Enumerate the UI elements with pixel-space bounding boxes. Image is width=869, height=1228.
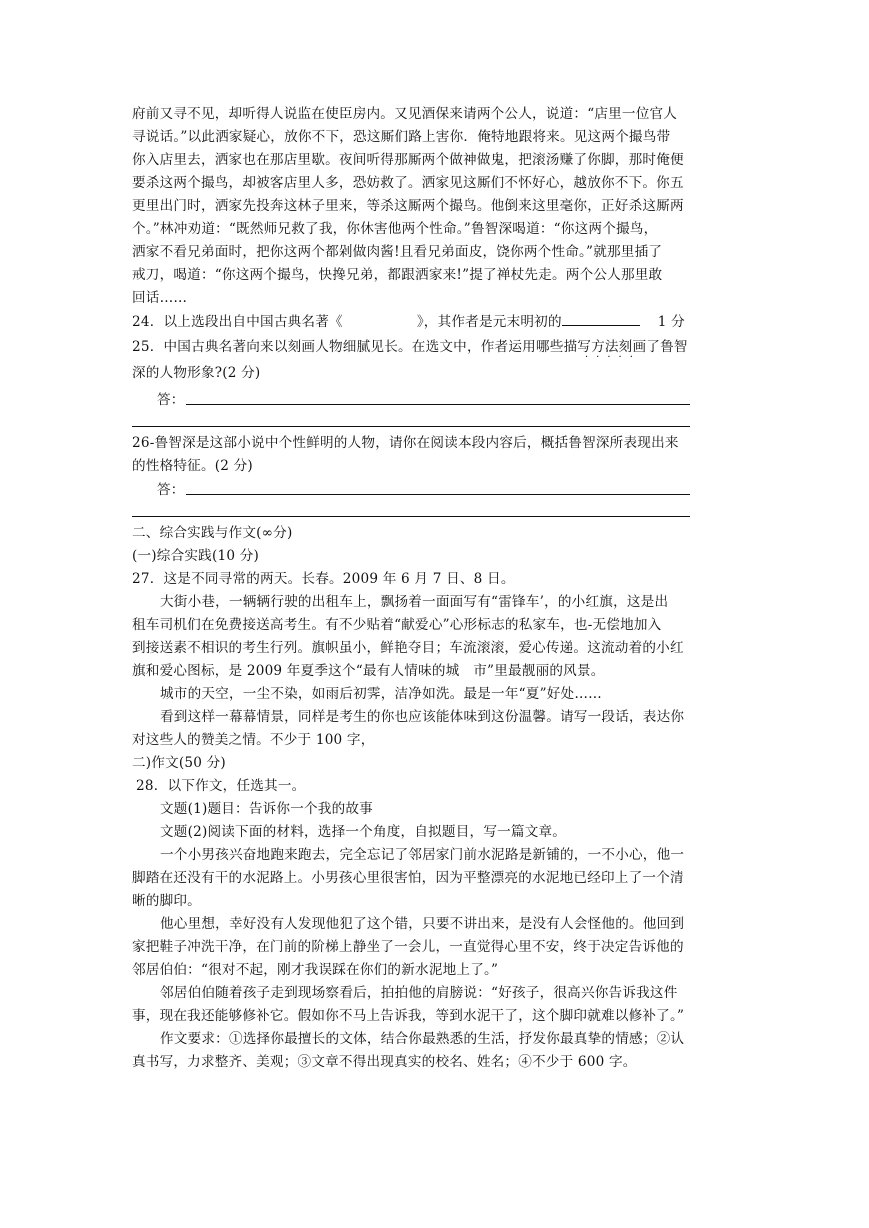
answer-label: 答： <box>157 392 185 408</box>
subsection-heading: (一)综合实践(10 分) <box>132 548 259 564</box>
q27-paragraph-line: 城市的天空，一尘不染，如雨后初霁，洁净如洗。最是一年“夏”好处…… <box>160 686 602 702</box>
material-line: 邻居伯伯：“很对不起，刚才我误踩在你们的新水泥地上了。” <box>132 962 499 978</box>
q27-paragraph-line: 大街小巷，一辆辆行驶的出租车上，飘扬着一面面写有“雷锋车’，的小红旗，这是出 <box>160 594 669 610</box>
question-25-line1: 25．中国古典名著向来以刻画人物细腻见长。在选文中，作者运用哪些描写方法刻画了鲁智 <box>132 339 688 355</box>
q27-paragraph-line: 看到这样一幕幕情景，同样是考生的你也应该能体味到这份温馨。请写一段话，表达你 <box>160 709 685 725</box>
writing-requirements-line: 真书写，力求整齐、美观；③文章不得出现真实的校名、姓名；④不少于 600 字。 <box>132 1054 637 1070</box>
q27-paragraph-line: 到接送素不相识的考生行列。旗帜虽小，鲜艳夺目；车流滚滚，爱心传递。这流动着的小红 <box>132 640 684 656</box>
q24-text-b: 》，其作者是元末明初的 <box>416 314 562 330</box>
topic-1: 文题(1)题目：告诉你一个我的故事 <box>160 801 373 817</box>
passage-line: 更里出门时，洒家先投奔这林子里来，等杀这厮两个撮鸟。他倒来这里毫你，正好杀这厮两 <box>132 198 684 214</box>
question-26-line2: 的性格特征。(2 分) <box>132 458 253 474</box>
material-line: 事，现在我还能够修补它。假如你不马上告诉我，等到水泥干了，这个脚印就难以修补了。” <box>132 1008 685 1024</box>
question-27-title: 27．这是不同寻常的两天。长春。2009 年 6 月 7 日、8 日。 <box>132 571 515 587</box>
passage-line: 府前又寻不见，却听得人说监在使臣房内。又见酒保来请两个公人，说道：“店里一位官人 <box>132 106 678 122</box>
answer-line[interactable] <box>186 494 690 495</box>
q27-paragraph-line: 旗和爱心图标，是 2009 年夏季这个“最有人情味的城 市”里最靓丽的风景。 <box>132 663 605 679</box>
material-line: 邻居伯伯随着孩子走到现场察看后，拍拍他的肩膀说：“好孩子，很高兴你告诉我这件 <box>160 985 678 1001</box>
question-24 <box>132 311 685 333</box>
q27-paragraph-line: 租车司机们在免费接送高考生。有不少贴着“献爱心”心形标志的私家车，也-无偿地加入 <box>132 617 662 633</box>
q24-text-a: 24．以上选段出自中国古典名著《 <box>132 314 343 330</box>
topic-2: 文题(2)阅读下面的材料，选择一个角度，自拟题目，写一篇文章。 <box>160 824 567 840</box>
passage-line: 洒家不看兄弟面时，把你这两个都剁做肉酱!且看兄弟面皮，饶你两个性命。”就那里插了 <box>132 244 663 260</box>
q24-score: 1 分 <box>657 314 685 330</box>
material-line: 脚踏在还没有干的水泥路上。小男孩心里很害怕，因为平整漂亮的水泥地已经印上了一个清 <box>132 870 684 886</box>
answer-label: 答： <box>157 482 185 498</box>
answer-line[interactable] <box>132 516 690 517</box>
emphasis-dots: ····· <box>585 352 641 363</box>
subsection-heading: 二)作文(50 分) <box>132 755 226 771</box>
material-line: 他心里想，幸好没有人发现他犯了这个错，只要不讲出来，是没有人会怪他的。他回到 <box>160 916 685 932</box>
question-25-line2: 深的人物形象?(2 分) <box>132 365 261 381</box>
q24-author-blank[interactable] <box>562 311 640 326</box>
writing-requirements-line: 作文要求：①选择你最擅长的文体，结合你最熟悉的生活，抒发你最真挚的情感；②认 <box>160 1031 685 1047</box>
answer-line[interactable] <box>132 426 690 427</box>
passage-line: 戒刀，喝道：“你这两个撮鸟，快搀兄弟，都跟洒家来!”提了禅杖先走。两个公人那里敢 <box>132 267 663 283</box>
passage-line: 你入店里去，洒家也在那店里歇。夜间听得那厮两个做神做鬼，把滚汤赚了你脚，那时俺便 <box>132 152 684 168</box>
answer-line[interactable] <box>186 404 690 405</box>
material-line: 晰的脚印。 <box>132 893 201 909</box>
question-28-title: 28．以下作文，任选其一。 <box>136 778 306 794</box>
passage-line: 要杀这两个撮鸟，却被客店里人多，恐妨救了。洒家见这厮们不怀好心，越放你不下。你五 <box>132 175 684 191</box>
section-heading: 二、综合实践与作文(∞分) <box>132 525 293 541</box>
q27-paragraph-line: 对这些人的赞美之情。不少于 100 字， <box>132 732 375 748</box>
material-line: 一个小男孩兴奋地跑来跑去，完全忘记了邻居家门前水泥路是新铺的，一不小心，他一 <box>160 847 685 863</box>
question-26-line1: 26-鲁智深是这部小说中个性鲜明的人物，请你在阅读本段内容后，概括鲁智深所表现出来 <box>132 435 679 451</box>
passage-line: 个。”林冲劝道：“既然师兄救了我，你休害他两个性命。”鲁智深喝道：“你这两个撮鸟， <box>132 221 658 237</box>
passage-line: 回话…… <box>132 290 188 306</box>
passage-line: 寻说话。”以此洒家疑心，放你不下，恐这厮们路上害你．俺特地跟将来。见这两个撮鸟带 <box>132 129 671 145</box>
material-line: 家把鞋子冲洗干净，在门前的阶梯上静坐了一会儿，一直觉得心里不安，终于决定告诉他的 <box>132 939 684 955</box>
